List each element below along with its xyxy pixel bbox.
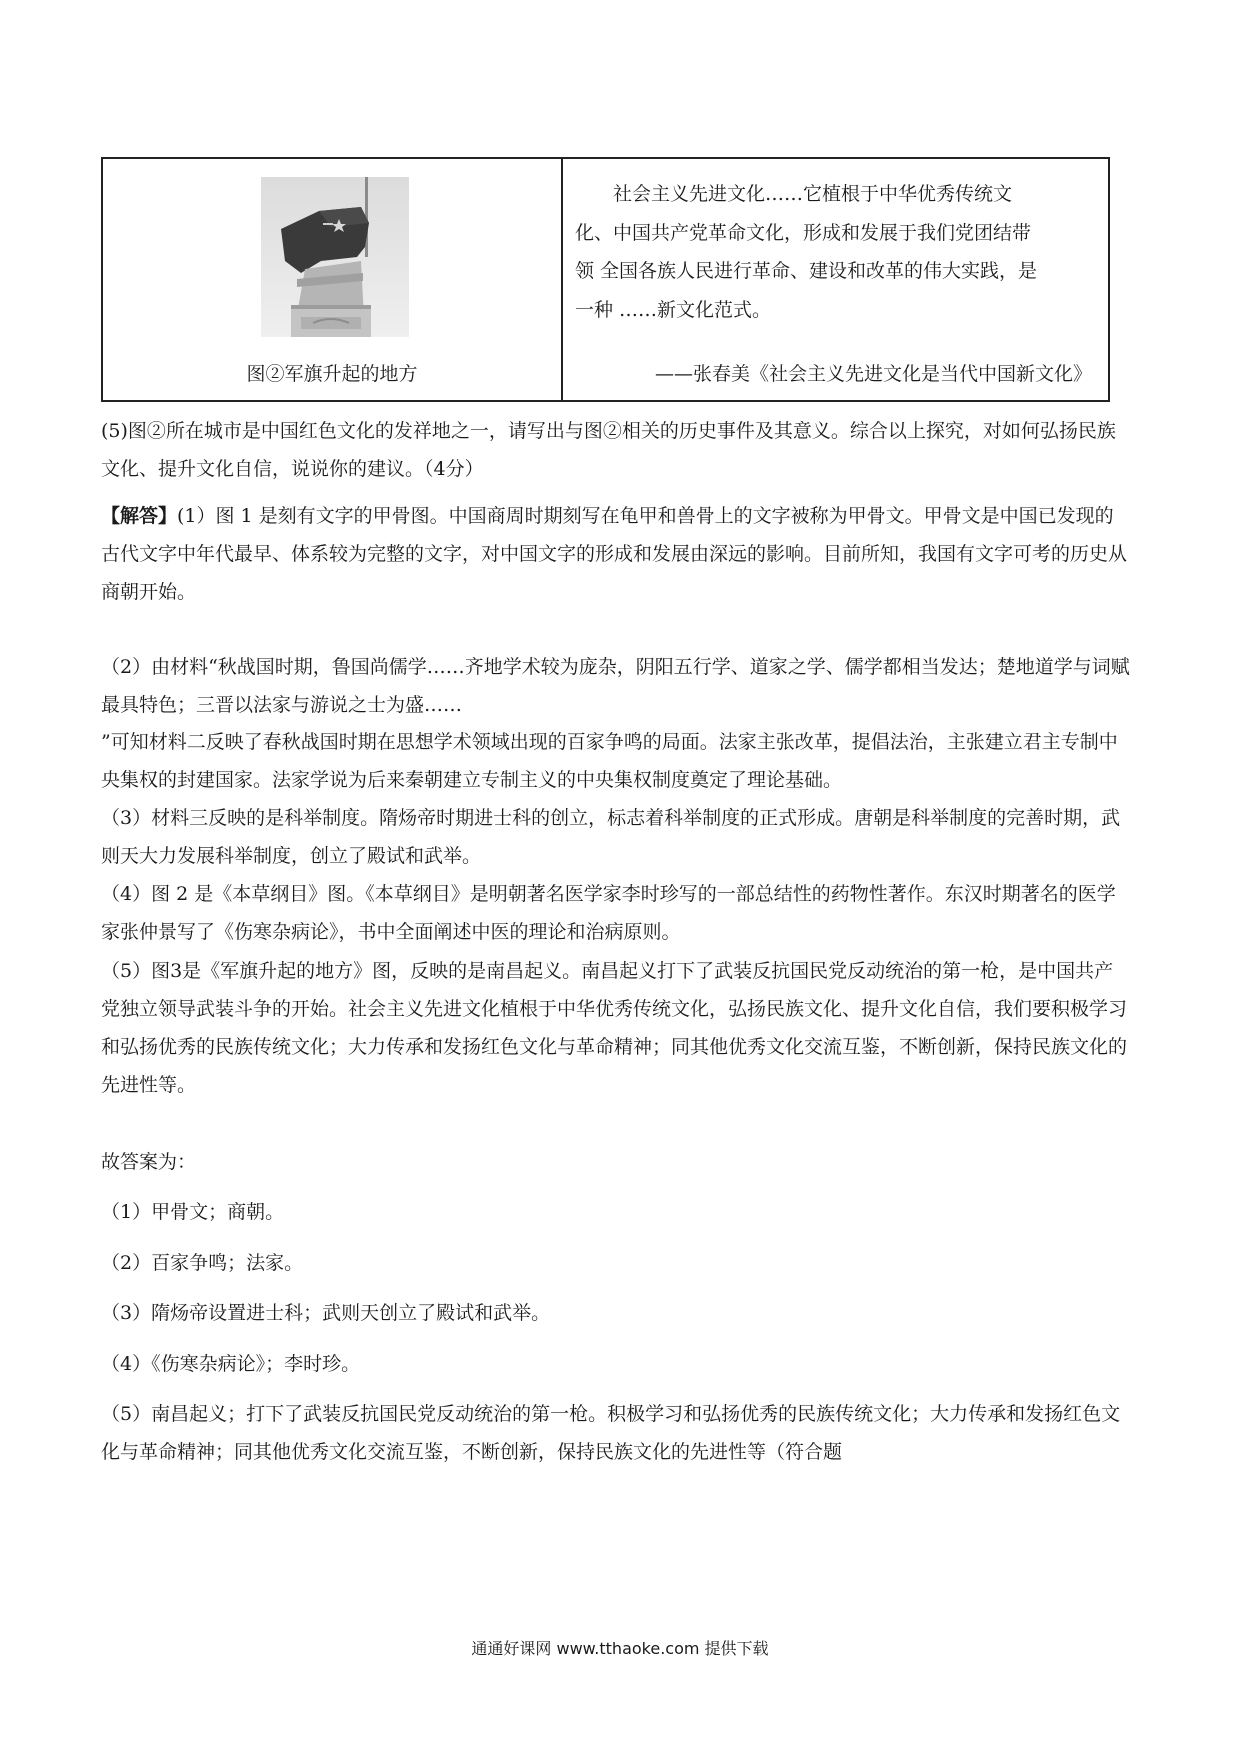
answers-intro: 故答案为： [101,1151,197,1173]
answer-label: 【解答】 [101,505,178,527]
question-5: (5)图②所在城市是中国红色文化的发祥地之一，请写出与图②相关的历史事件及其意义。综合以上探究，对如何弘扬民族文化、提升文化自信，说说你的建议。（4分） [101,420,1116,480]
page-footer: 通通好课网 www.tthaoke.com 提供下载 [471,1639,769,1658]
final-answer-1: （1）甲骨文；商朝。 [101,1201,285,1223]
quote-cell [563,159,1108,400]
final-answer-2: （2）百家争鸣；法家。 [101,1252,304,1274]
final-answer-3: （3）隋炀帝设置进士科；武则天创立了殿试和武举。 [101,1302,551,1324]
final-answer-5: （5）南昌起义；打下了武装反抗国民党反动统治的第一枪。积极学习和弘扬优秀的民族传统文化；大力传承和发扬红色文化与革命精神；同其他优秀文化交流互鉴，不断创新，保持民族文化的先进性等（符合题 [101,1403,1121,1463]
answer-p1-text: (1）图 1 是刻有文字的甲骨图。中国商周时期刻写在龟甲和兽骨上的文字被称为甲骨文。甲骨文是中国已发现的古代文字中年代最早、体系较为完整的文字，对中国文字的形成和发展由深远的影响。目前所知，我国有文字可考的历史从商朝开始。 [101,505,1128,603]
answer-p4: （4）图 2 是《本草纲目》图。《本草纲目》是明朝著名医学家李时珍写的一部总结性的药物性著作。东汉时期著名的医学家张仲景写了《伤寒杂病论》，书中全面阐述中医的理论和治病原则。 [101,883,1116,943]
final-answer-4: （4）《伤寒杂病论》；李时珍。 [101,1353,361,1375]
quote-text: 社会主义先进文化……它植根于中华优秀传统文化、中国共产党革命文化，形成和发展于我们党团结带领 全国各族人民进行革命、建设和改革的伟大实践，是一种 ……新文化范式。 [575,183,1038,321]
answer-p5: （5）图3是《军旗升起的地方》图，反映的是南昌起义。南昌起义打下了武装反抗国民党反动统治的第一枪，是中国共产党独立领导武装斗争的开始。社会主义先进文化植根于中华优秀传统文化，弘扬民族文化、提升文化自信，我们要积极学习和弘扬优秀的民族传统文化；大力传承和发扬红色文化与革命精神；同其他优秀文化交流互鉴，不断创新，保持民族文化的先进性等。 [101,960,1128,1096]
monument-photo [261,177,409,337]
figure-caption: 图②军旗升起的地方 [246,363,418,385]
answer-p3: （3）材料三反映的是科举制度。隋炀帝时期进士科的创立，标志着科举制度的正式形成。唐朝是科举制度的完善时期，武则天大力发展科举制度，创立了殿试和武举。 [101,807,1121,867]
monument-image [261,177,409,337]
figure-table [101,157,1110,402]
figure-cell [103,159,563,400]
answer-p2b: ”可知材料二反映了春秋战国时期在思想学术领域出现的百家争鸣的局面。法家主张改革，提倡法治，主张建立君主专制中央集权的封建国家。法家学说为后来秦朝建立专制主义的中央集权制度奠定了理论基础。 [101,731,1118,791]
answer-p1 [101,497,1131,611]
quote-source: ——张春美《社会主义先进文化是当代中国新文化》 [654,363,1092,385]
answer-p2a: （2）由材料“秋战国时期，鲁国尚儒学……齐地学术较为庞杂，阴阳五行学、道家之学、儒学都相当发达；楚地道学与词赋最具特色；三晋以法家与游说之士为盛…… [101,656,1130,716]
